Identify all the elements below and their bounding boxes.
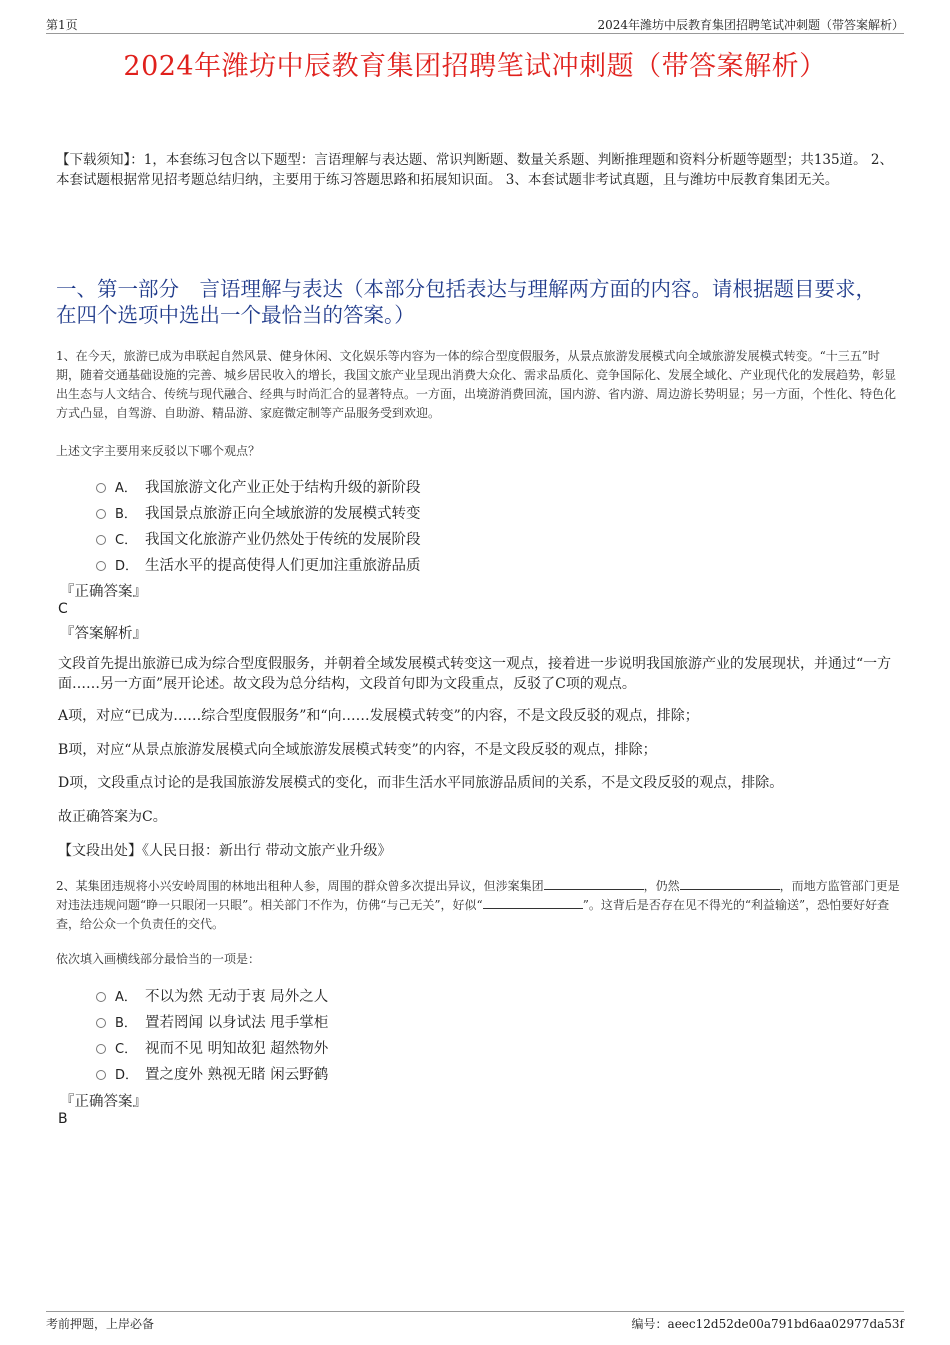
question-2-options (96, 982, 328, 1086)
question-1-ask: 上述文字主要用来反驳以下哪个观点？ (56, 444, 261, 458)
fill-blank (544, 878, 644, 890)
analysis-paragraph: 文段首先提出旅游已成为综合型度假服务，并朝着全域发展模式转变这一观点，接着进一步说明我国旅游产业的发展现状，并通过“一方面……另一方面”展开论述。故文段为总分结构，文段首句即为文段重点，反驳了C项的观点。 (58, 656, 892, 692)
fill-blank (483, 897, 583, 909)
footer-slogan: 考前押题，上岸必备 (46, 1317, 155, 1331)
radio-icon[interactable] (96, 535, 106, 545)
analysis-label: 『答案解析』 (60, 626, 147, 642)
option-a[interactable]: A． 我国旅游文化产业正处于结构升级的新阶段 (96, 473, 421, 499)
analysis-conclusion: 故正确答案为C。 (58, 809, 167, 825)
option-c[interactable]: C． 我国文化旅游产业仍然处于传统的发展阶段 (96, 525, 421, 551)
radio-icon[interactable] (96, 1070, 106, 1080)
download-notice: 【下载须知】：1，本套练习包含以下题型：言语理解与表达题、常识判断题、数量关系题、判断推理题和资料分析题等题型；共135道。 2、本套试题根据常见招考题总结归纳，主要用于练习答题思路和拓展知识面。 3、本套试题非考试真题，且与潍坊中辰教育集团无关。 (56, 152, 893, 188)
analysis-paragraph: D项，文段重点讨论的是我国旅游发展模式的变化，而非生活水平同旅游品质间的关系，不是文段反驳的观点，排除。 (58, 775, 784, 791)
document-title: 2024年潍坊中辰教育集团招聘笔试冲刺题（带答案解析） (123, 51, 827, 82)
answer-label: 『正确答案』 (60, 584, 147, 600)
option-a[interactable]: A． 不以为然 无动于衷 局外之人 (96, 982, 328, 1008)
question-1-options (96, 473, 421, 577)
option-b[interactable]: B． 我国景点旅游正向全域旅游的发展模式转变 (96, 499, 421, 525)
header-doc-title: 2024年潍坊中辰教育集团招聘笔试冲刺题（带答案解析） (597, 18, 904, 32)
answer-value: C (58, 601, 68, 617)
footer-doc-id: 编号：aeec12d52de00a791bd6aa02977da53f (631, 1317, 904, 1331)
page-footer (46, 1311, 904, 1331)
radio-icon[interactable] (96, 1044, 106, 1054)
question-2-stem: 2、某集团违规将小兴安岭周围的林地出租种人参，周围的群众曾多次提出异议，但涉案集团 ，仍然 ，而地方监管部门更是对违法违规问题“睁一只眼闭一只眼”。相关部门不作为，仿佛“与己无关”，好似“ ”。这背后是否存在见不得光的“利益输送”，恐怕要好好查查，给公众一个负责任的交代。 (56, 879, 900, 931)
option-c[interactable]: C． 视而不见 明知故犯 超然物外 (96, 1034, 328, 1060)
radio-icon[interactable] (96, 992, 106, 1002)
page-header (46, 14, 904, 34)
section-heading: 一、第一部分 言语理解与表达（本部分包括表达与理解两方面的内容。请根据题目要求，在四个选项中选出一个最恰当的答案。） (56, 277, 876, 327)
answer-value: B (58, 1111, 68, 1127)
option-b[interactable]: B． 置若罔闻 以身试法 甩手掌柜 (96, 1008, 328, 1034)
radio-icon[interactable] (96, 483, 106, 493)
radio-icon[interactable] (96, 1018, 106, 1028)
answer-label: 『正确答案』 (60, 1094, 147, 1110)
analysis-source: 【文段出处】《人民日报：新出行 带动文旅产业升级》 (58, 843, 392, 859)
fill-blank (680, 878, 780, 890)
option-d[interactable]: D． 生活水平的提高使得人们更加注重旅游品质 (96, 551, 421, 577)
option-d[interactable]: D． 置之度外 熟视无睹 闲云野鹤 (96, 1060, 328, 1086)
question-2-ask: 依次填入画横线部分最恰当的一项是： (56, 952, 261, 966)
analysis-paragraph: A项，对应“已成为……综合型度假服务”和“向……发展模式转变”的内容，不是文段反驳的观点，排除； (58, 708, 699, 724)
page-number: 第1页 (46, 18, 78, 32)
analysis-paragraph: B项，对应“从景点旅游发展模式向全域旅游发展模式转变”的内容，不是文段反驳的观点，排除； (58, 742, 657, 758)
radio-icon[interactable] (96, 561, 106, 571)
question-1-stem: 1、在今天，旅游已成为串联起自然风景、健身休闲、文化娱乐等内容为一体的综合型度假服务，从景点旅游发展模式向全域旅游发展模式转变。“十三五”时期，随着交通基础设施的完善、城乡居民收入的增长，我国文旅产业呈现出消费大众化、需求品质化、竞争国际化、发展全域化、产业现代化的发展趋势，彰显出生态与人文结合、传统与现代融合、经典与时尚汇合的显著特点。一方面，出境游消费回流，国内游、省内游、周边游长势明显；另一方面，个性化、特色化方式凸显，自驾游、自助游、精品游、家庭微定制等产品服务受到欢迎。 (56, 349, 897, 420)
radio-icon[interactable] (96, 509, 106, 519)
